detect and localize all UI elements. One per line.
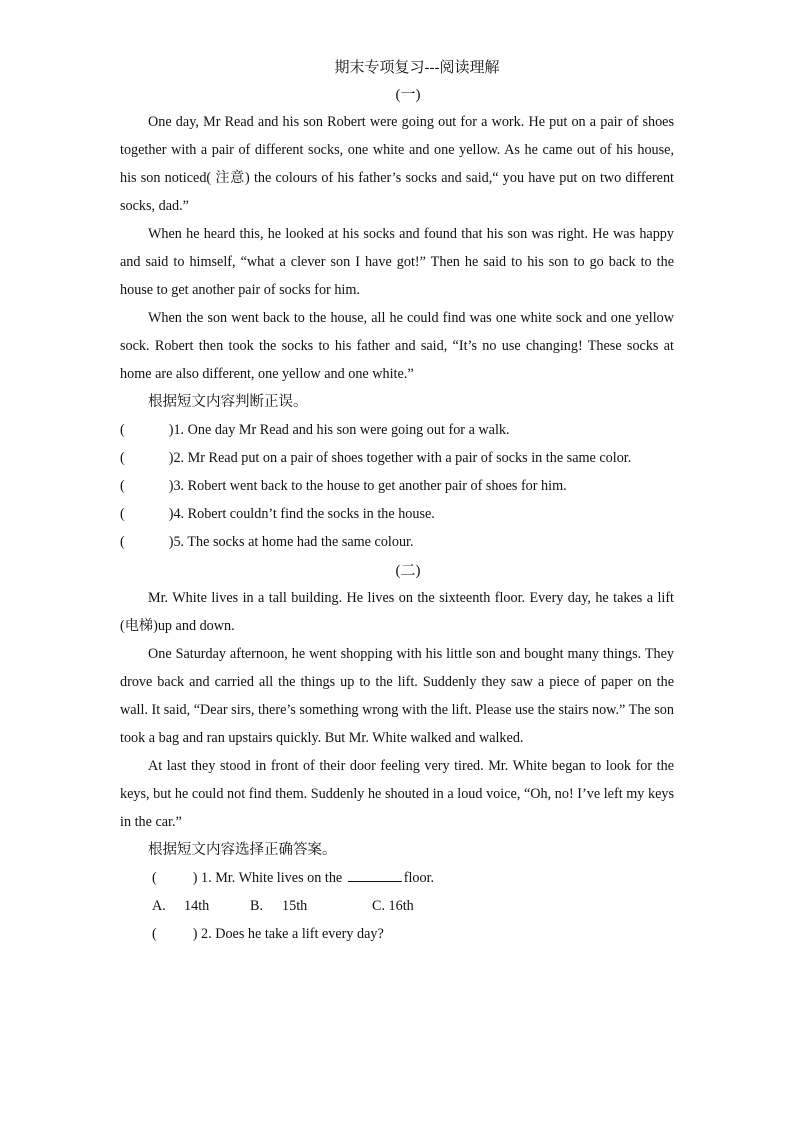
question-text: ) 1. Mr. White lives on the <box>192 870 343 886</box>
answer-open-paren: ( <box>120 450 125 466</box>
item-text: )4. Robert couldn’t find the socks in the house. <box>168 506 435 522</box>
answer-open-paren: ( <box>120 478 125 494</box>
section-2-heading: (二) <box>395 563 421 579</box>
multiple-choice-options-1 <box>120 892 674 920</box>
passage-2-paragraph-2: One Saturday afternoon, he went shopping with his little son and bought many things. They drove back and carried all the things up to the lift. Suddenly they saw a piece of paper on the wall. It said, “Dear sirs, there’s something wrong with the lift. Please use the stairs now.” The son took a bag and ran upstairs quickly. But Mr. White walked and walked. <box>120 646 674 746</box>
item-text: )3. Robert went back to the house to get another pair of shoes for him. <box>168 478 567 494</box>
item-text: )1. One day Mr Read and his son were going out for a walk. <box>168 422 510 438</box>
passage-2-paragraph-3: At last they stood in front of their door feeling very tired. Mr. White began to look for the keys, but he could not find them. Suddenly he shouted in a loud voice, “Oh, no! I’ve left my keys in the car.” <box>120 758 674 830</box>
true-false-item-1 <box>120 416 674 444</box>
item-text: )5. The socks at home had the same colour. <box>168 534 414 550</box>
option-a-letter: A. <box>152 898 166 914</box>
true-false-item-3 <box>120 472 674 500</box>
true-false-item-4 <box>120 500 674 528</box>
option-b-text[interactable]: 15th <box>282 898 308 914</box>
true-false-item-5 <box>120 528 674 556</box>
section-1-instruction: 根据短文内容判断正误。 <box>148 394 308 410</box>
multiple-choice-question-2 <box>120 920 674 948</box>
question-text: ) 2. Does he take a lift every day? <box>192 926 384 942</box>
option-b-letter: B. <box>250 898 264 914</box>
passage-1-paragraph-2: When he heard this, he looked at his socks and found that his son was right. He was happy and said to himself, “what a clever son I have got!” Then he said to his son to go back to the house to get another pair of socks for him. <box>120 226 674 298</box>
worksheet-page <box>120 56 674 948</box>
answer-open-paren: ( <box>152 926 157 942</box>
true-false-item-2 <box>120 444 674 472</box>
section-2-instruction: 根据短文内容选择正确答案。 <box>148 842 337 858</box>
section-1-heading: (一) <box>395 87 421 103</box>
answer-open-paren: ( <box>120 534 125 550</box>
question-text-end: floor. <box>403 870 435 886</box>
answer-open-paren: ( <box>152 870 157 886</box>
item-text: )2. Mr Read put on a pair of shoes together with a pair of socks in the same color. <box>168 450 632 466</box>
page-title: 期末专项复习---阅读理解 <box>334 60 500 76</box>
answer-open-paren: ( <box>120 506 125 522</box>
passage-1-paragraph-1: One day, Mr Read and his son Robert were going out for a work. He put on a pair of shoes together with a pair of different socks, one white and one yellow. As he came out of his house, his son noticed( 注意) the colours of his father’s socks and said,“ you have put on two different socks, dad.” <box>120 114 674 214</box>
passage-1-paragraph-3: When the son went back to the house, all he could find was one white sock and one yellow sock. Robert then took the socks to his father and said, “It’s no use changing! These socks at home are also different, one yellow and one white.” <box>120 310 674 382</box>
passage-2-paragraph-1: Mr. White lives in a tall building. He lives on the sixteenth floor. Every day, he takes a lift (电梯)up and down. <box>120 590 674 634</box>
fill-in-blank-line[interactable] <box>348 867 402 882</box>
option-a-text[interactable]: 14th <box>184 898 210 914</box>
answer-open-paren: ( <box>120 422 125 438</box>
option-c[interactable]: C. 16th <box>372 898 414 914</box>
multiple-choice-question-1 <box>120 864 674 892</box>
